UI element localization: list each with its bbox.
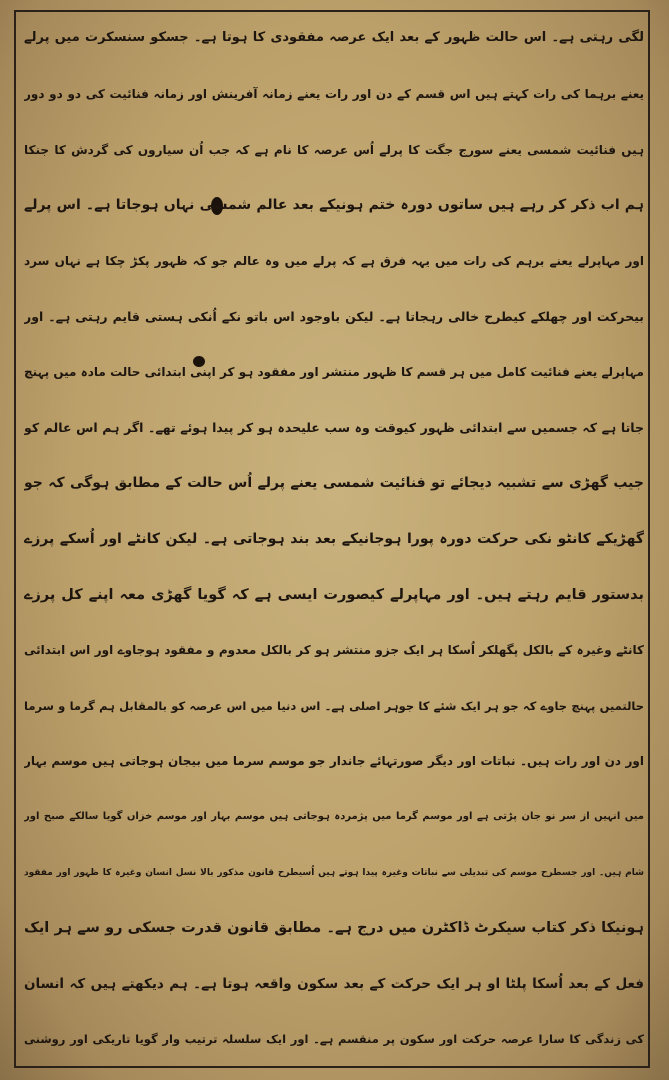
text-line: کی زندگی کا سارا عرصہ حرکت اور سکون پر منقسم ہے۔ اور ایک سلسلہ ترتیب وار گویا تاریکی اور روشنی bbox=[24, 1032, 644, 1046]
text-line: اور مہاپرلے یعنے برہم کی رات میں یہہ فرق ہے کہ پرلے میں وہ عالم جو کہ ظہور پکڑ چکا ہے نہاں سرد bbox=[24, 254, 644, 268]
text-line: ہونیکا ذکر کتاب سیکرٹ ڈاکٹرن میں درج ہے۔ مطابق قانون قدرت جسکی رو سے ہر ایک bbox=[24, 920, 644, 936]
text-line: مہاپرلے یعنے فنائیت کامل میں ہر قسم کا ظہور منتشر اور مفقود ہو کر اپنی ابتدائی حالت مادہ میں پہنچ bbox=[24, 365, 644, 379]
text-line: لگی رہتی ہے۔ اس حالت ظہور کے بعد ایک عرصہ مفقودی کا ہوتا ہے۔ جسکو سنسکرت میں پرلے bbox=[24, 30, 644, 45]
text-line: اور دن اور رات ہیں۔ نباتات اور دیگر صورتہائے جاندار جو موسم سرما میں بیجان ہوجاتی ہیں موسم بہار bbox=[24, 754, 644, 768]
text-line: شام ہیں۔ اور جسطرح موسم کی تبدیلی سے نباتات وغیرہ پیدا ہوتے ہیں اُسیطرح قانون مذکور بالا نسل انسان وغیرہ کا ظہور اور مفقود bbox=[24, 868, 644, 878]
text-column bbox=[22, 14, 648, 1066]
text-line: جیب گھڑی سے تشبیہ دیجائے تو فنائیت شمسی یعنے پرلے اُس حالت کے مطابق ہوگی کہ جو bbox=[24, 475, 644, 491]
text-line: جاتا ہے کہ جسمیں سے ابتدائی ظہور کیوقت وہ سب علیحدہ ہو کر پیدا ہوئے تھے۔ اگر ہم اس عالم کو bbox=[24, 420, 644, 435]
text-line: ہم اب ذکر کر رہے ہیں ساتوں دورہ ختم ہونیکے بعد عالم شمسی نہاں ہوجاتا ہے۔ اس پرلے bbox=[24, 197, 644, 213]
text-line: بیحرکت اور چھلکے کیطرح خالی رہجاتا ہے۔ لیکن باوجود اس باتو نکے اُنکی ہستی قایم رہتی ہے۔ اور bbox=[24, 309, 644, 324]
text-line: فعل کے بعد اُسکا پلٹا او ہر ایک حرکت کے بعد سکون واقعہ ہوتا ہے۔ ہم دیکھتے ہیں کہ انسان bbox=[24, 976, 644, 992]
text-line: یعنے برہما کی رات کہتے ہیں اس قسم کے دن اور رات یعنے زمانہ آفرینش اور زمانہ فنائیت کی دو دو دور bbox=[24, 87, 644, 101]
text-line: میں انہیں از سر نو جان پڑتی ہے اور موسم گرما میں پژمردہ ہوجاتی ہیں موسم بہار اور موسم خزاں گویا سالکے صبح اور bbox=[24, 811, 644, 822]
text-line: کانٹے وغیرہ کے بالکل پگھلکر اُسکا ہر ایک جزو منتشر ہو کر بالکل معدوم و مفقود ہوجاوے اور اس ابتدائی bbox=[24, 643, 644, 657]
text-line: بدستور قایم رہتے ہیں۔ اور مہاپرلے کیصورت ایسی ہے کہ گویا گھڑی معہ اپنے کل پرزے bbox=[24, 587, 644, 603]
text-line: ہیں فنائیت شمسی یعنے سورج جگت کا پرلے اُس عرصہ کا نام ہے کہ جب اُن سیاروں کی گردش کا جنکا bbox=[24, 143, 644, 157]
text-line: گھڑیکے کانٹو نکی حرکت دورہ پورا ہوجانیکے بعد بند ہوجاتی ہے۔ لیکن کانٹے اور اُسکے پرزے bbox=[24, 531, 644, 547]
text-line: حالتمیں پہنچ جاوے کہ جو ہر ایک شئے کا جوہر اصلی ہے۔ اس دنیا میں اس عرصہ کو بالمقابل ہم گرما و سرما bbox=[24, 699, 644, 713]
